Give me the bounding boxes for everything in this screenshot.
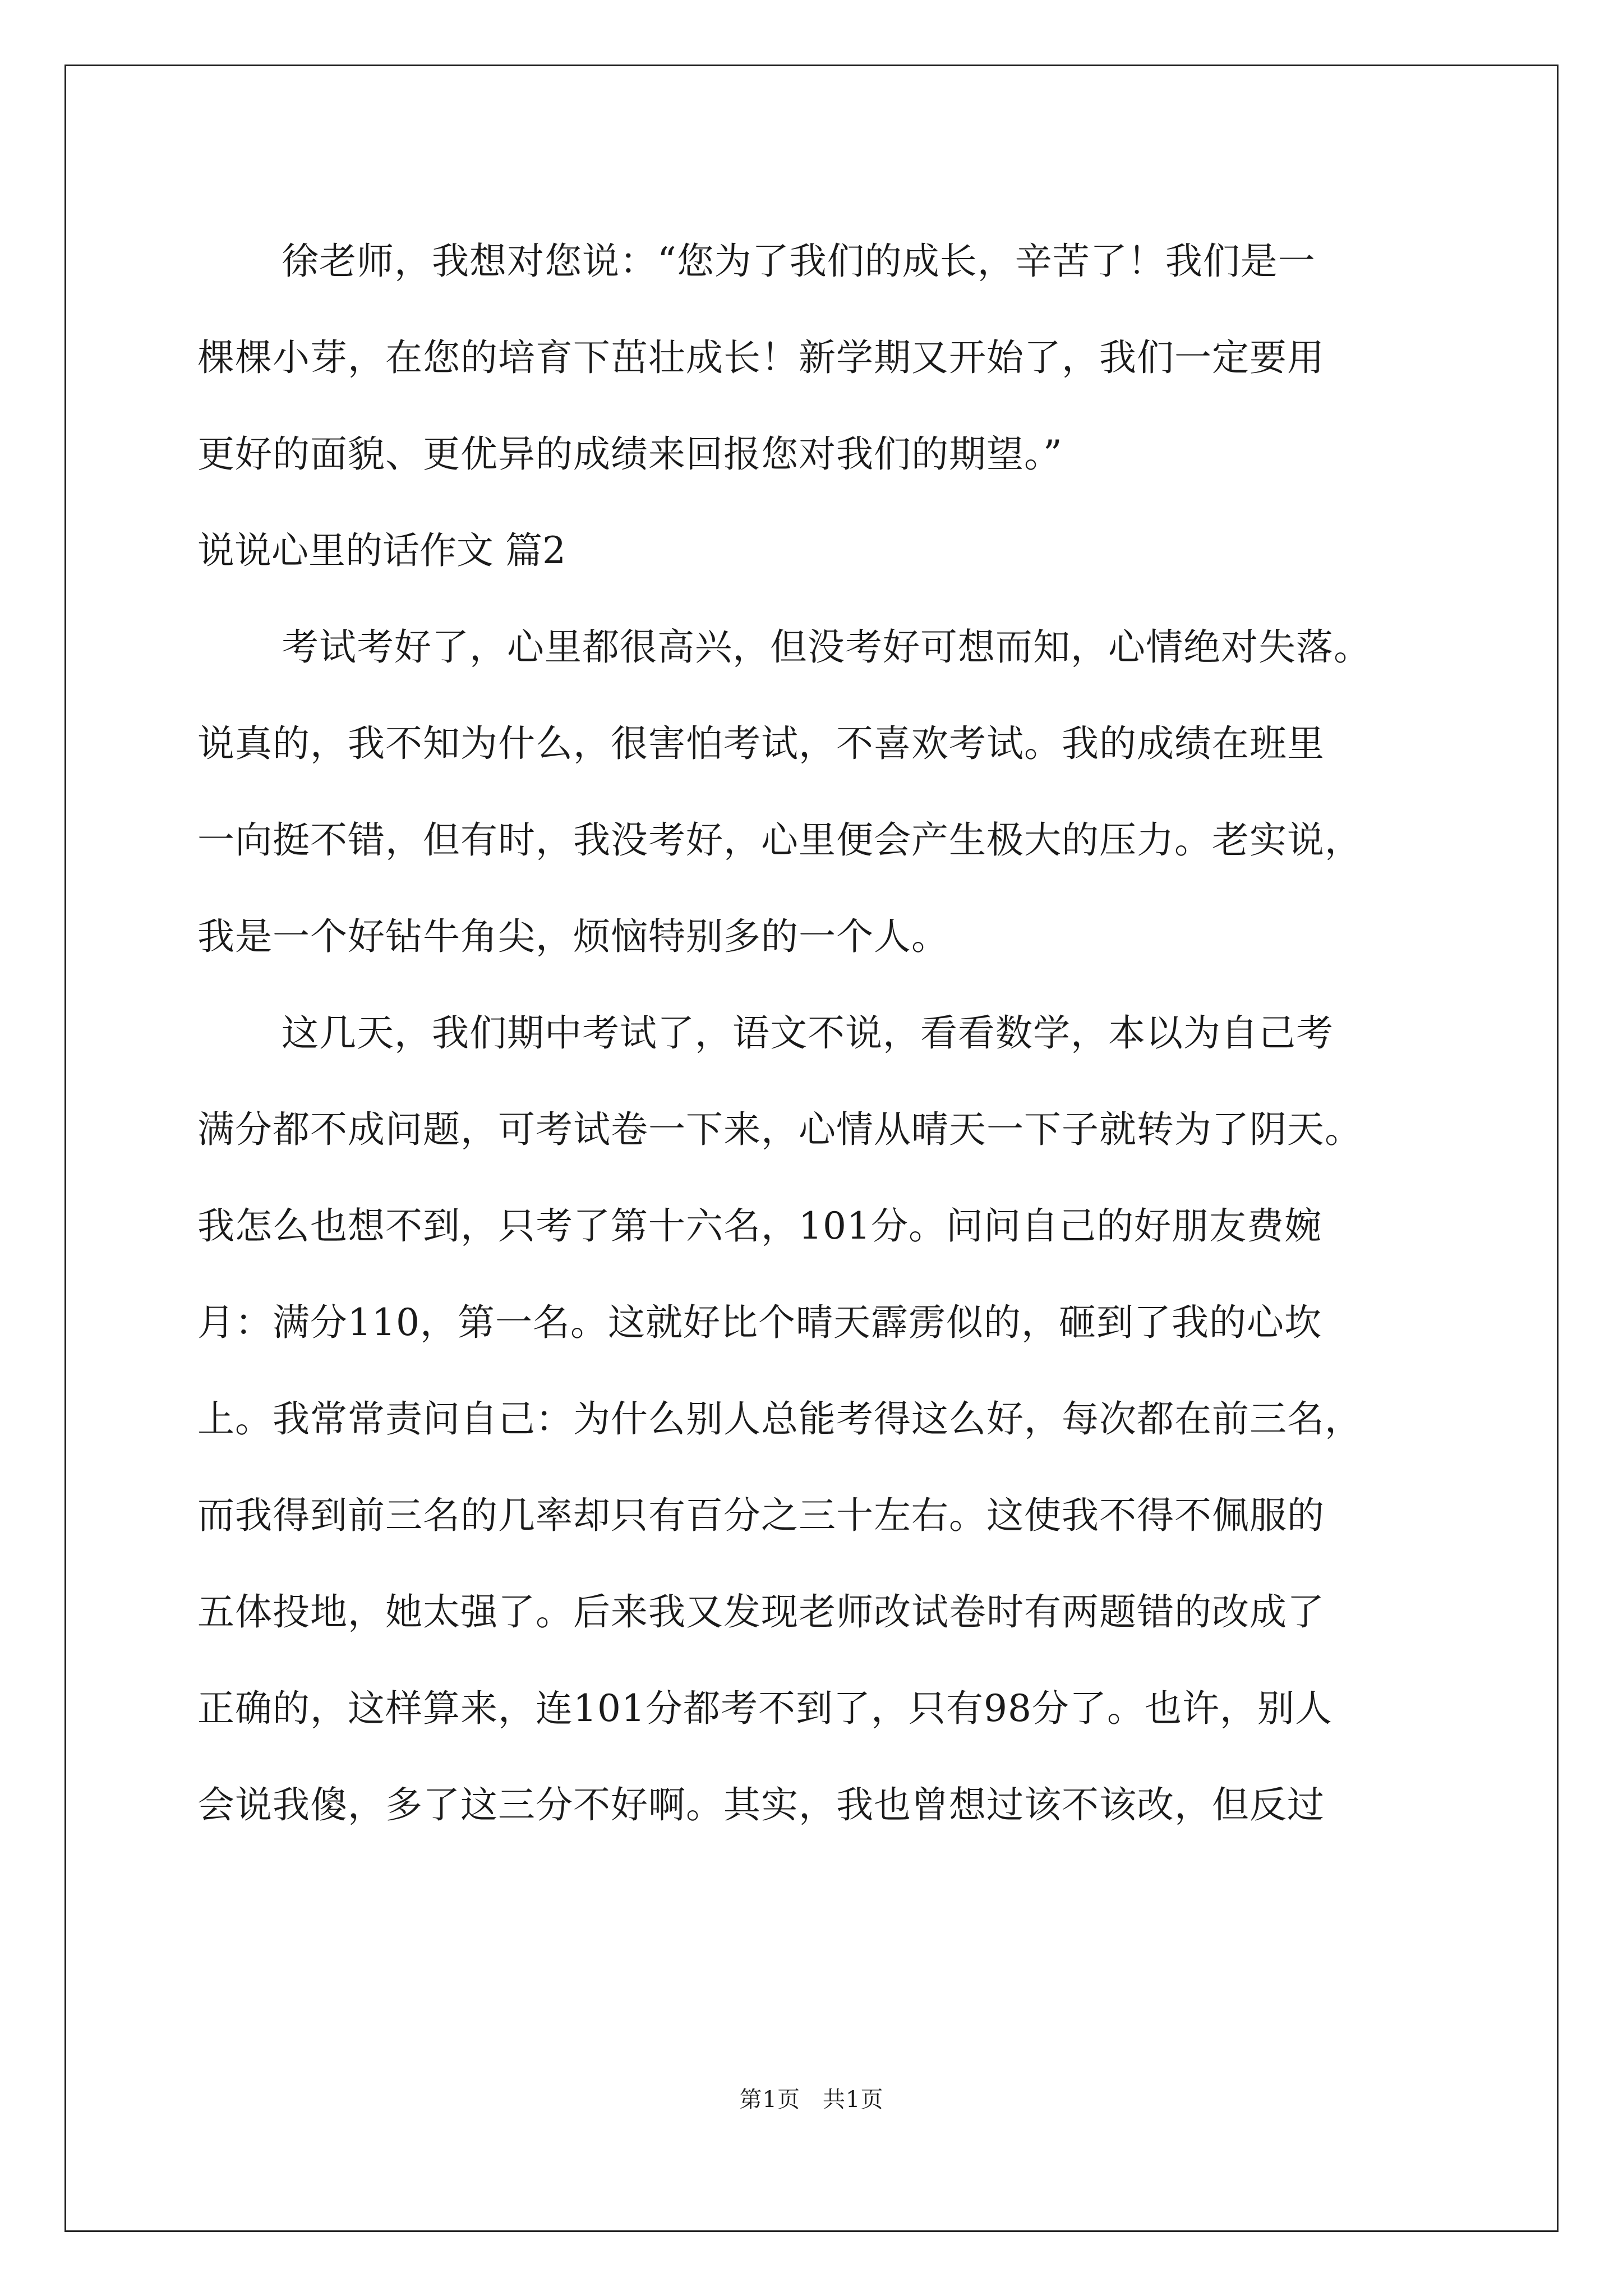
page-total: 共1页 bbox=[823, 2087, 884, 2113]
paragraph-2-line-4: 我是一个好钻牛角尖，烦恼特别多的一个人。 bbox=[197, 915, 949, 958]
paragraph-1-line-1: 徐老师，我想对您说：“您为了我们的成长，辛苦了！我们是一 bbox=[282, 240, 1316, 283]
section-heading: 说说心里的话作文 篇2 bbox=[197, 529, 566, 572]
paragraph-2-line-3: 一向挺不错，但有时，我没考好，心里便会产生极大的压力。老实说， bbox=[197, 818, 1362, 862]
paragraph-3-line-5: 上。我常常责问自己：为什么别人总能考得这么好，每次都在前三名， bbox=[197, 1397, 1362, 1441]
paragraph-3-line-7: 五体投地，她太强了。后来我又发现老师改试卷时有两题错的改成了 bbox=[197, 1590, 1325, 1634]
page-current: 第1页 bbox=[739, 2087, 800, 2113]
paragraph-3-line-3: 我怎么也想不到，只考了第十六名，101分。问问自己的好朋友费婉 bbox=[197, 1204, 1322, 1248]
paragraph-3-line-6: 而我得到前三名的几率却只有百分之三十左右。这使我不得不佩服的 bbox=[197, 1494, 1325, 1537]
paragraph-1-line-2: 棵棵小芽，在您的培育下茁壮成长！新学期又开始了，我们一定要用 bbox=[197, 336, 1325, 379]
paragraph-3-line-1: 这几天，我们期中考试了，语文不说，看看数学，本以为自己考 bbox=[282, 1011, 1334, 1055]
paragraph-3-line-9: 会说我傻，多了这三分不好啊。其实，我也曾想过该不该改，但反过 bbox=[197, 1783, 1325, 1826]
paragraph-2-line-1: 考试考好了，心里都很高兴，但没考好可想而知，心情绝对失落。 bbox=[282, 625, 1371, 669]
document-body bbox=[197, 213, 1426, 1853]
paragraph-3-line-8: 正确的，这样算来，连101分都考不到了，只有98分了。也许，别人 bbox=[197, 1687, 1332, 1730]
paragraph-3-line-4: 月：满分110，第一名。这就好比个晴天霹雳似的，砸到了我的心坎 bbox=[197, 1301, 1322, 1344]
page-footer bbox=[0, 2086, 1623, 2114]
paragraph-1-line-3: 更好的面貌、更优异的成绩来回报您对我们的期望。” bbox=[197, 432, 1063, 476]
paragraph-2-line-2: 说真的，我不知为什么，很害怕考试，不喜欢考试。我的成绩在班里 bbox=[197, 722, 1325, 765]
paragraph-3-line-2: 满分都不成问题，可考试卷一下来，心情从晴天一下子就转为了阴天。 bbox=[197, 1108, 1362, 1151]
